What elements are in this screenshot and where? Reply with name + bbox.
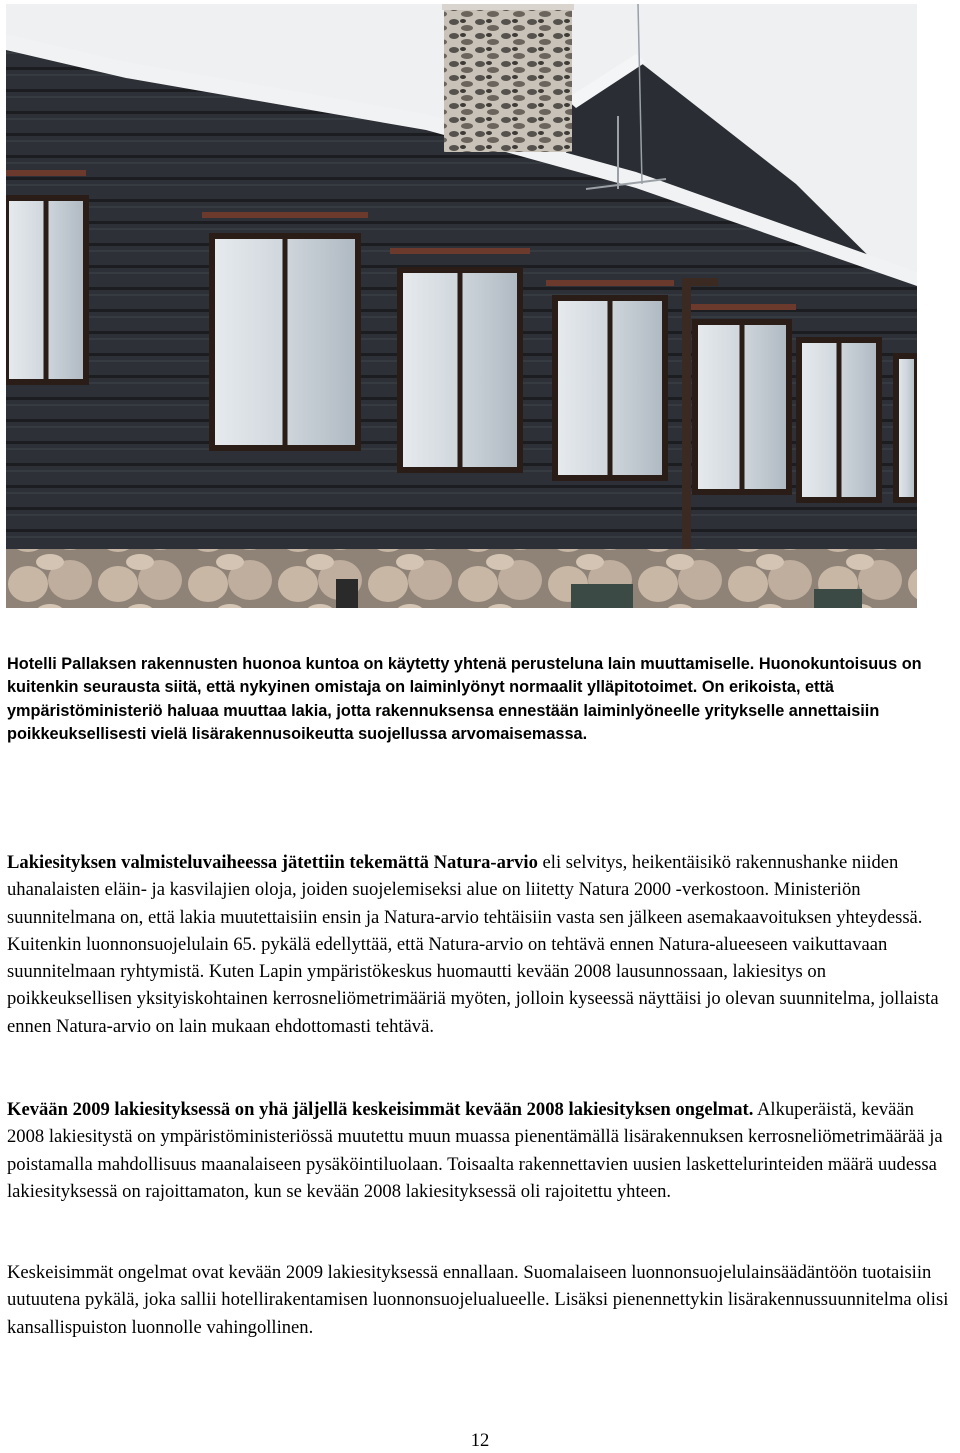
photo-caption: Hotelli Pallaksen rakennusten huonoa kuntoa on käytetty yhtenä perusteluna lain muuttamiselle. Huonokuntoisuus on kuitenkin seurausta siitä, että nykyinen omistaja on laiminlyönyt normaalit ylläpitotoimet. On erikoista, että ympäristöministeriö haluaa muuttaa lakia, jotta rakennuksensa ennestään laiminlyöneelle yritykselle annettaisiin poikkeuksellisesti vielä lisärakennusoikeutta suojellussa arvomaisemassa. [7, 655, 922, 744]
building-photo [6, 4, 917, 608]
paragraph-text: Keskeisimmät ongelmat ovat kevään 2009 lakiesityksessä ennallaan. Suomalaiseen luonnonsuojelulainsäädäntöön tuotaisiin uutuutena pykälä, joka sallii hotellirakentamisen luonnonsuojelualueelle. Lisäksi pienennettykin lisärakennussuunnitelma olisi kansallispuiston luonnolle vahingollinen. [7, 1262, 949, 1338]
paragraph-lead: Kevään 2009 lakiesityksessä on yhä jäljellä keskeisimmät kevään 2008 lakiesityksen ongelmat. [7, 1099, 754, 1120]
paragraph-text: Alkuperäistä, kevään 2008 lakiesitystä on ympäristöministeriössä muutettu muun muassa pienentämällä lisärakennuksen kerrosneliömetrimäärää ja poistamalla mahdollisuus maanalaiseen pysäköintiluolaan. Toisaalta rakennettavien uusien laskettelurinteiden määrä uudessa lakiesityksessä on rajoittamaton, kun se kevään 2008 lakiesityksessä oli rajoitettu yhteen. [7, 1099, 943, 1202]
paragraph-natura-arvio [7, 849, 955, 1040]
paragraph-lakiesitys-2009 [7, 1096, 955, 1205]
page-number: 12 [470, 1430, 490, 1451]
paragraph-keskeisimmat-ongelmat [7, 1259, 955, 1341]
paragraph-lead: Lakiesityksen valmisteluvaiheessa jätettiin tekemättä Natura-arvio [7, 852, 538, 873]
paragraph-text: eli selvitys, heikentäisikö rakennushanke niiden uhanalaisten eläin- ja kasvilajien oloja, joiden suojelemiseksi alue on liitetty Natura 2000 -verkostoon. Ministeriön suunnitelmana on, että lakia muutettaisiin ensin ja Natura-arvio tehtäisiin vasta sen jälkeen asemakaavoituksen yhteydessä. Kuitenkin luonnonsuojelulain 65. pykälä edellyttää, että Natura-arvio on tehtävä ennen Natura-alueeseen vaikuttavaan suunnitelmaan ryhtymistä. Kuten Lapin ympäristökeskus huomautti kevään 2008 lausunnossaan, lakiesitys on poikkeuksellisen yksityiskohtainen kerrosneliömetrimääriä myöten, jolloin kyseessä näyttäisi jo olevan suunnitelma, jollaista ennen Natura-arvio on lain mukaan ehdottomasti tehtävä. [7, 852, 939, 1037]
